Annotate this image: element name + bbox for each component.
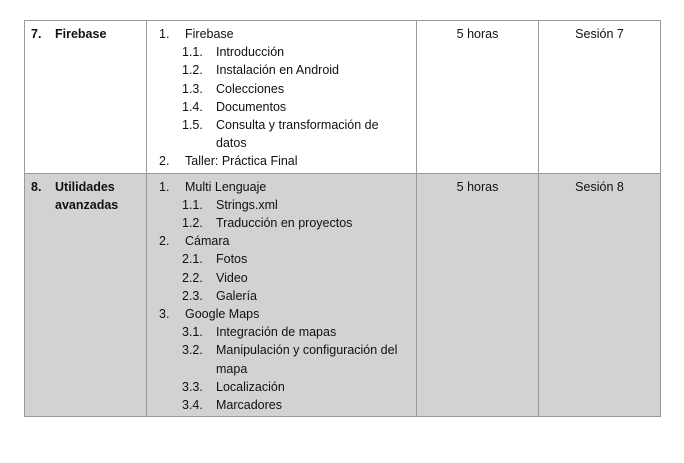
- table-row: [25, 173, 661, 417]
- hours-cell: 5 horas: [417, 21, 539, 174]
- topic-number: 3.: [159, 307, 170, 322]
- subtopic-number: 1.3.: [182, 81, 203, 96]
- subtopic-list: [159, 43, 410, 152]
- subtopic-number: 3.3.: [182, 379, 203, 394]
- list-item: [182, 196, 410, 214]
- subtopic-number: 3.2.: [182, 343, 203, 358]
- topic-list: [153, 178, 410, 415]
- subtopic-number: 1.1.: [182, 197, 203, 212]
- subtopic-label: Fotos: [216, 252, 248, 267]
- subtopic-label: Consulta y transformación de datos: [216, 118, 379, 151]
- list-item: [182, 341, 410, 377]
- list-item: [182, 378, 410, 396]
- subtopic-label: Strings.xml: [216, 197, 278, 212]
- list-item: [182, 214, 410, 232]
- list-item: [182, 80, 410, 98]
- list-item: [159, 232, 410, 305]
- topic-number: 2.: [159, 234, 170, 249]
- subtopic-label: Marcadores: [216, 398, 282, 413]
- topic-list: [153, 25, 410, 171]
- subtopic-label: Integración de mapas: [216, 325, 337, 340]
- topics-cell: [147, 173, 417, 417]
- list-item: [182, 98, 410, 116]
- list-item: [159, 178, 410, 233]
- subtopic-number: 2.1.: [182, 252, 203, 267]
- subtopic-number: 2.2.: [182, 270, 203, 285]
- unit-title: Firebase: [55, 27, 107, 41]
- subtopic-label: Video: [216, 270, 248, 285]
- subtopic-number: 3.4.: [182, 398, 203, 413]
- table-row: [25, 21, 661, 174]
- unit-cell: [25, 21, 147, 174]
- list-item: [182, 250, 410, 268]
- syllabus-table: [24, 20, 661, 417]
- list-item: [159, 152, 410, 170]
- list-item: [182, 269, 410, 287]
- topic-number: 2.: [159, 154, 170, 169]
- session-cell: Sesión 8: [539, 173, 661, 417]
- subtopic-label: Colecciones: [216, 81, 285, 96]
- list-item: [159, 305, 410, 414]
- subtopic-label: Galería: [216, 288, 257, 303]
- subtopic-number: 2.3.: [182, 288, 203, 303]
- list-item: [182, 61, 410, 79]
- subtopic-number: 1.2.: [182, 216, 203, 231]
- list-item: [159, 25, 410, 152]
- subtopic-label: Instalación en Android: [216, 63, 340, 78]
- topic-label: Multi Lenguaje: [185, 179, 267, 194]
- topic-label: Firebase: [185, 27, 234, 41]
- hours-cell: 5 horas: [417, 173, 539, 417]
- subtopic-number: 1.2.: [182, 63, 203, 78]
- list-item: [182, 323, 410, 341]
- subtopic-label: Documentos: [216, 99, 287, 114]
- subtopic-number: 1.4.: [182, 99, 203, 114]
- unit-title: Utilidades avanzadas: [55, 179, 119, 212]
- subtopic-list: [159, 250, 410, 305]
- subtopic-label: Manipulación y configuración del mapa: [216, 343, 398, 376]
- session-cell: Sesión 7: [539, 21, 661, 174]
- unit-number: 8.: [31, 179, 42, 194]
- subtopic-number: 1.1.: [182, 45, 203, 60]
- list-item: [182, 116, 410, 152]
- list-item: [182, 396, 410, 414]
- subtopic-label: Introducción: [216, 45, 285, 60]
- subtopic-list: [159, 323, 410, 414]
- topic-label: Cámara: [185, 234, 230, 249]
- list-item: [182, 287, 410, 305]
- subtopic-label: Traducción en proyectos: [216, 216, 353, 231]
- topic-number: 1.: [159, 179, 170, 194]
- unit-number: 7.: [31, 27, 42, 41]
- unit-cell: [25, 173, 147, 417]
- topic-label: Google Maps: [185, 307, 260, 322]
- topics-cell: [147, 21, 417, 174]
- subtopic-number: 1.5.: [182, 118, 203, 133]
- subtopic-list: [159, 196, 410, 232]
- topic-number: 1.: [159, 27, 170, 41]
- subtopic-label: Localización: [216, 379, 285, 394]
- subtopic-number: 3.1.: [182, 325, 203, 340]
- topic-label: Taller: Práctica Final: [185, 154, 298, 169]
- list-item: [182, 43, 410, 61]
